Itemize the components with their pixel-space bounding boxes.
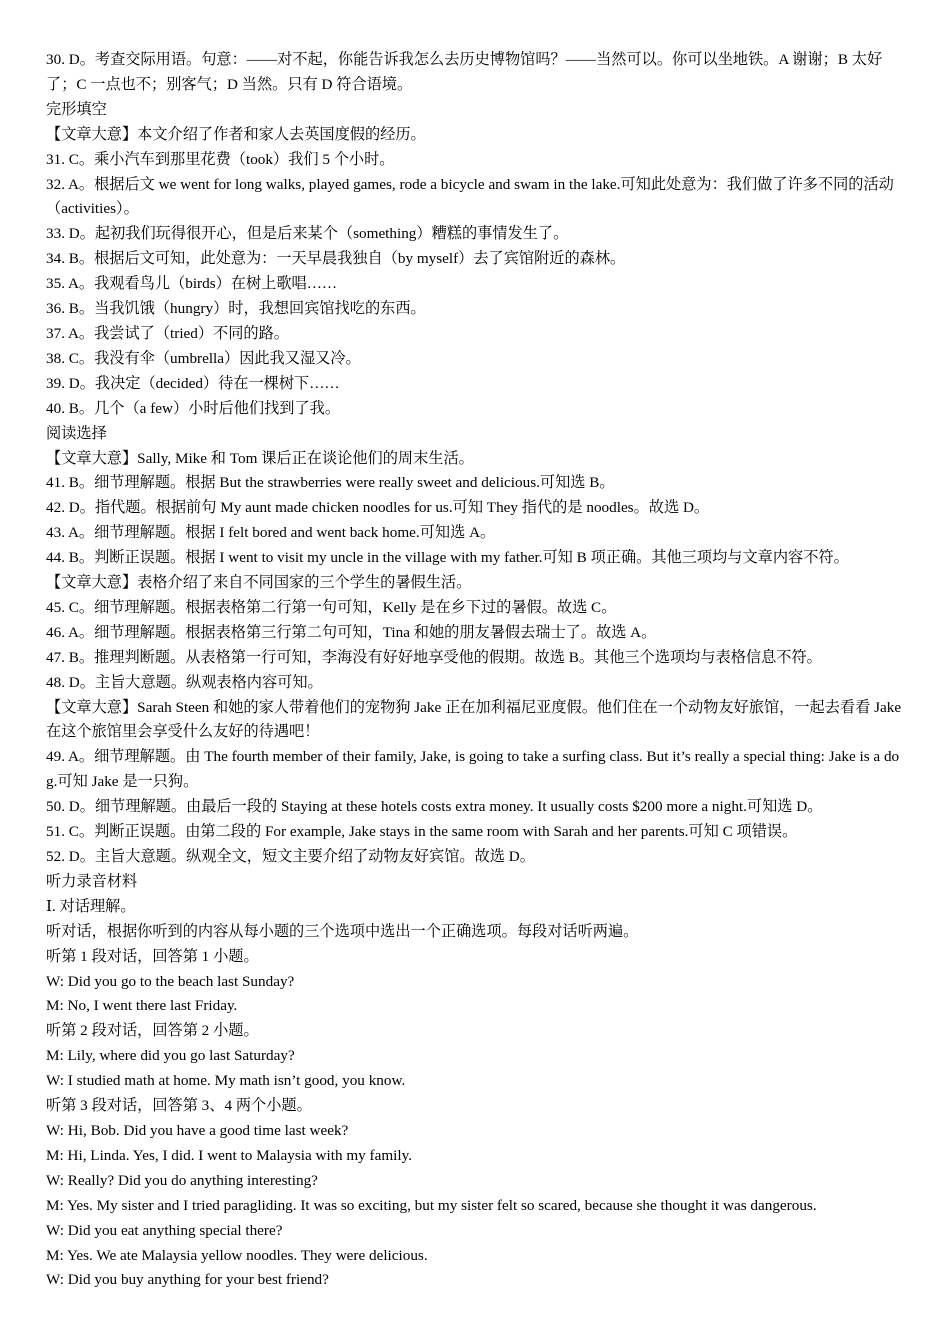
answer-41: 41. B。细节理解题。根据 But the strawberries were really sweet and delicious.可知选 B。 [46, 474, 615, 492]
dialogue-1-intro: 听第 1 段对话，回答第 1 小题。 [46, 947, 259, 965]
answer-35: 35. A。我观看鸟儿（birds）在树上歌唱…… [46, 275, 338, 293]
dialogue-3-intro: 听第 3 段对话，回答第 3、4 两个小题。 [46, 1097, 312, 1115]
answer-49: 49. A。细节理解题。由 The fourth member of their family, Jake, is going to take a surfing class. But it’s really a special thing: Jake is a dog.可知 Jake 是一只狗。 [46, 748, 900, 791]
dialogue-line: W: I studied math at home. My math isn’t good, you know. [46, 1072, 406, 1090]
answer-43: 43. A。细节理解题。根据 I felt bored and went back home.可知选 A。 [46, 524, 496, 542]
answer-38: 38. C。我没有伞（umbrella）因此我又湿又冷。 [46, 349, 361, 367]
passage-summary-4: 【文章大意】Sarah Steen 和她的家人带着他们的宠物狗 Jake 正在加利福尼亚度假。他们住在一个动物友好旅馆，一起去看看 Jake 在这个旅馆里会享受什么友好的待遇吧！ [46, 698, 902, 741]
dialogue-line: W: Did you buy anything for your best friend? [46, 1271, 329, 1289]
answer-45: 45. C。细节理解题。根据表格第二行第一句可知，Kelly 是在乡下过的暑假。故选 C。 [46, 598, 617, 616]
dialogue-line: W: Really? Did you do anything interesting? [46, 1171, 318, 1189]
dialogue-line: M: Lily, where did you go last Saturday? [46, 1047, 295, 1065]
answer-36: 36. B。当我饥饿（hungry）时，我想回宾馆找吃的东西。 [46, 300, 426, 318]
answer-46: 46. A。细节理解题。根据表格第三行第二句可知，Tina 和她的朋友暑假去瑞士了。故选 A。 [46, 623, 657, 641]
answer-52: 52. D。主旨大意题。纵观全文，短文主要介绍了动物友好宾馆。故选 D。 [46, 848, 535, 865]
dialogue-line: M: No, I went there last Friday. [46, 997, 238, 1015]
listening-instructions: 听对话，根据你听到的内容从每小题的三个选项中选出一个正确选项。每段对话听两遍。 [46, 922, 639, 940]
answer-30: 30. D。考查交际用语。句意：——对不起，你能告诉我怎么去历史博物馆吗？——当然可以。你可以坐地铁。A 谢谢；B 太好了；C 一点也不；别客气；D 当然。只有 D 符合语境。 [46, 51, 883, 93]
answer-key-document [46, 48, 908, 1293]
dialogue-line: M: Yes. My sister and I tried paragliding. It was so exciting, but my sister felt so scared, because she thought it was dangerous. [46, 1196, 817, 1214]
answer-48: 48. D。主旨大意题。纵观表格内容可知。 [46, 673, 323, 691]
answer-47: 47. B。推理判断题。从表格第一行可知，李海没有好好地享受他的假期。故选 B。其他三个选项均与表格信息不符。 [46, 648, 822, 666]
answer-50: 50. D。细节理解题。由最后一段的 Staying at these hotels costs extra money. It usually costs $200 more a night.可知选 D。 [46, 798, 823, 816]
passage-summary-2: 【文章大意】Sally, Mike 和 Tom 课后正在谈论他们的周末生活。 [46, 449, 474, 467]
section-heading-cloze: 完形填空 [46, 100, 107, 118]
answer-40: 40. B。几个（a few）小时后他们找到了我。 [46, 399, 341, 417]
section-heading-reading: 阅读选择 [46, 424, 107, 442]
answer-34: 34. B。根据后文可知，此处意为：一天早晨我独自（by myself）去了宾馆附近的森林。 [46, 250, 626, 268]
dialogue-line: W: Did you eat anything special there? [46, 1221, 283, 1239]
listening-part-heading: Ⅰ. 对话理解。 [46, 897, 136, 915]
answer-42: 42. D。指代题。根据前句 My aunt made chicken noodles for us.可知 They 指代的是 noodles。故选 D。 [46, 499, 710, 517]
passage-summary-1: 【文章大意】本文介绍了作者和家人去英国度假的经历。 [46, 125, 426, 143]
answer-44: 44. B。判断正误题。根据 I went to visit my uncle in the village with my father.可知 B 项正确。其他三项均与文章内容不符。 [46, 549, 849, 567]
dialogue-line: M: Yes. We ate Malaysia yellow noodles. They were delicious. [46, 1246, 428, 1264]
dialogue-line: M: Hi, Linda. Yes, I did. I went to Malaysia with my family. [46, 1146, 413, 1164]
dialogue-line: W: Hi, Bob. Did you have a good time last week? [46, 1121, 349, 1139]
answer-32: 32. A。根据后文 we went for long walks, played games, rode a bicycle and swam in the lake.可知此处意为：我们做了许多不同的活动（activities）。 [46, 175, 894, 218]
dialogue-line: W: Did you go to the beach last Sunday? [46, 972, 295, 990]
answer-39: 39. D。我决定（decided）待在一棵树下…… [46, 374, 340, 392]
section-heading-listening-script: 听力录音材料 [46, 872, 138, 890]
answer-31: 31. C。乘小汽车到那里花费（took）我们 5 个小时。 [46, 150, 395, 168]
dialogue-2-intro: 听第 2 段对话，回答第 2 小题。 [46, 1022, 259, 1040]
answer-33: 33. D。起初我们玩得很开心，但是后来某个（something）糟糕的事情发生了。 [46, 225, 569, 243]
answer-51: 51. C。判断正误题。由第二段的 For example, Jake stays in the same room with Sarah and her parents.可知 C 项错误。 [46, 823, 798, 841]
answer-37: 37. A。我尝试了（tried）不同的路。 [46, 324, 289, 342]
passage-summary-3: 【文章大意】表格介绍了来自不同国家的三个学生的暑假生活。 [46, 574, 472, 592]
